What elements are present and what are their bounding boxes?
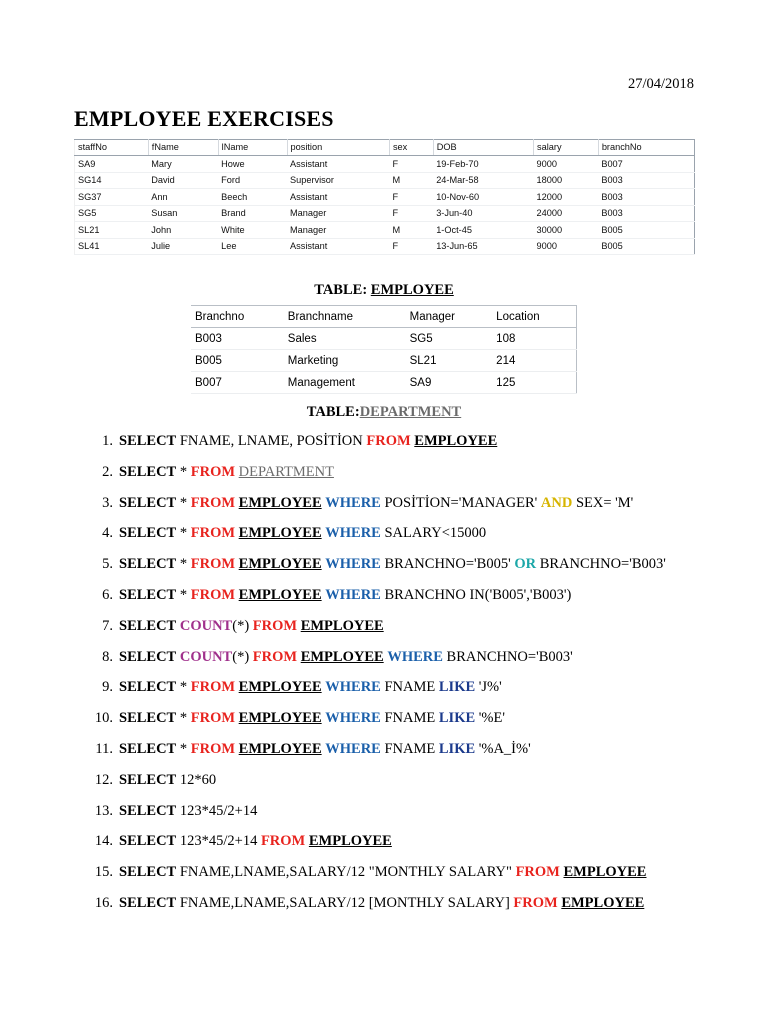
query-item [102,678,709,696]
employee-table-cell: 9000 [534,238,599,255]
query-number: 12. [94,771,113,788]
query-token: WHERE [325,679,381,696]
query-token: FNAME [380,679,439,696]
employee-table-cell: Supervisor [287,172,389,189]
employee-table-cell: Howe [218,156,287,173]
employee-table-cell: M [389,172,433,189]
query-token: SELECT [119,494,177,511]
employee-table-cell: Manager [287,222,389,239]
query-token: POSİTİON='MANAGER' [380,494,541,511]
query-item [94,894,709,912]
query-token: EMPLOYEE [238,586,322,603]
query-token: FROM [190,556,236,573]
employee-table-cell: F [389,189,433,206]
query-token: FNAME [380,740,439,757]
query-token: EMPLOYEE [238,710,322,727]
query-token: * [176,710,191,727]
employee-table-header-cell: branchNo [598,140,694,156]
employee-table-cell: B003 [598,172,694,189]
query-token: AND [540,494,573,511]
page-title: EMPLOYEE EXERCISES [74,106,334,131]
employee-table-cell: 24-Mar-58 [433,172,533,189]
employee-table-cell: SG37 [75,189,149,206]
employee-table-cell: Mary [148,156,218,173]
query-number: 3. [102,494,113,511]
employee-table-cell: 13-Jun-65 [433,238,533,255]
employee-table-cell: Manager [287,205,389,222]
query-token: WHERE [387,648,443,665]
query-token: * [176,463,191,480]
query-token: EMPLOYEE [414,433,498,449]
employee-caption-prefix: TABLE: [314,282,371,298]
department-table-cell: 125 [492,372,576,394]
employee-table [74,139,695,255]
query-number: 6. [102,586,113,603]
query-token: FROM [190,463,236,480]
query-item [94,832,709,850]
employee-table-header-cell: position [287,140,389,156]
query-item [102,586,709,604]
employee-table-caption [0,282,768,299]
query-token: WHERE [325,494,381,511]
query-token: FROM [252,648,298,665]
employee-table-cell: White [218,222,287,239]
department-table-header-cell: Branchno [191,306,284,328]
employee-table-cell: Ann [148,189,218,206]
query-token: LIKE [438,679,476,696]
employee-table-header-cell: DOB [433,140,533,156]
department-table-row [191,372,577,394]
query-token: BRANCHNO IN('B005','B003') [380,586,572,603]
query-token: FROM [190,679,236,696]
employee-table-cell: Assistant [287,156,389,173]
query-token: EMPLOYEE [563,864,647,881]
query-token: FROM [190,494,236,511]
query-token: BRANCHNO='B003' [536,556,666,573]
query-token: SALARY<15000 [380,525,487,542]
department-table-row [191,350,577,372]
employee-table-header-cell: sex [389,140,433,156]
query-token: SELECT [119,556,177,573]
employee-table-cell: Beech [218,189,287,206]
department-table-cell: SA9 [406,372,493,394]
employee-table-cell: 12000 [534,189,599,206]
department-table-header-cell: Location [492,306,576,328]
employee-table-header-cell: lName [218,140,287,156]
query-token: '%A_İ%' [475,740,531,757]
query-token: EMPLOYEE [238,679,322,696]
query-token: EMPLOYEE [300,617,384,634]
query-token: EMPLOYEE [300,648,384,665]
document-date: 27/04/2018 [627,76,694,92]
query-number: 5. [102,556,113,573]
employee-table-cell: Lee [218,238,287,255]
query-item [102,555,709,573]
employee-table-cell: M [389,222,433,239]
employee-table-cell: SL21 [75,222,149,239]
query-number: 2. [102,463,113,480]
employee-table-cell: 19-Feb-70 [433,156,533,173]
query-token: FNAME,LNAME,SALARY/12 "MONTHLY SALARY" [176,864,516,881]
employee-table-header-cell: staffNo [75,140,149,156]
query-item [94,802,709,820]
query-token: WHERE [325,740,381,757]
employee-table-cell: SA9 [75,156,149,173]
employee-table-cell: 9000 [534,156,599,173]
query-token: COUNT [179,648,233,665]
query-number: 1. [102,433,113,449]
department-caption-prefix: TABLE: [306,404,360,420]
query-token: * [176,494,191,511]
department-table-cell: SL21 [406,350,493,372]
query-number: 8. [102,648,113,665]
employee-table-cell: 18000 [534,172,599,189]
query-number: 15. [94,864,113,881]
query-token: SELECT [119,740,177,757]
query-token: EMPLOYEE [238,525,322,542]
query-token: EMPLOYEE [238,494,322,511]
employee-table-cell: SL41 [75,238,149,255]
employee-table-cell: SG5 [75,205,149,222]
query-token: FROM [190,586,236,603]
query-item [102,463,709,481]
query-token: FROM [366,433,411,449]
employee-table-cell: F [389,205,433,222]
query-item [94,709,709,727]
query-token: FNAME [380,710,439,727]
query-token: WHERE [325,556,381,573]
query-token: SELECT [119,648,177,665]
query-token: SELECT [119,463,177,480]
employee-table-cell: 1-Oct-45 [433,222,533,239]
query-token: SELECT [119,802,177,819]
employee-table-cell: David [148,172,218,189]
query-token: SELECT [119,864,177,881]
query-token: * [176,679,191,696]
query-token: SELECT [119,894,177,911]
query-token: FNAME, LNAME, POSİTİON [176,433,367,449]
employee-table-row [75,238,695,255]
query-token: FROM [190,710,236,727]
query-number: 7. [102,617,113,634]
query-number: 9. [102,679,113,696]
query-token: * [176,586,191,603]
query-token: FROM [260,833,306,850]
employee-table-row [75,205,695,222]
employee-table-row [75,156,695,173]
query-number: 16. [94,894,113,911]
query-item [102,524,709,542]
query-token: WHERE [325,525,381,542]
query-token: SELECT [119,433,177,449]
query-number: 13. [94,802,113,819]
query-item [102,494,709,512]
query-token: EMPLOYEE [238,740,322,757]
query-token: FROM [190,525,236,542]
query-token: EMPLOYEE [238,556,322,573]
department-table-cell: Sales [284,328,406,350]
query-token: 123*45/2+14 [176,802,258,819]
query-token: LIKE [438,740,476,757]
query-token: * [176,525,191,542]
employee-table-row [75,222,695,239]
department-table-cell: B007 [191,372,284,394]
employee-table-cell: Brand [218,205,287,222]
department-table-header-row [191,306,577,328]
employee-table-cell: 10-Nov-60 [433,189,533,206]
department-table-cell: B005 [191,350,284,372]
query-token: FNAME,LNAME,SALARY/12 [MONTHLY SALARY] [176,894,514,911]
query-item [102,617,709,635]
query-token: SELECT [119,586,177,603]
query-item [102,648,709,666]
query-token: FROM [190,740,236,757]
query-token: (*) [232,648,253,665]
query-token: OR [514,556,537,573]
query-token: 'J%' [475,679,502,696]
query-token: SELECT [119,679,177,696]
employee-table-cell: Assistant [287,189,389,206]
department-table-cell: SG5 [406,328,493,350]
query-token: DEPARTMENT [238,463,334,480]
query-token: 123*45/2+14 [176,833,261,850]
employee-table-header-cell: salary [534,140,599,156]
query-token: SELECT [119,525,177,542]
employee-table-cell: 3-Jun-40 [433,205,533,222]
query-token: EMPLOYEE [561,894,645,911]
query-number: 4. [102,525,113,542]
employee-table-cell: SG14 [75,172,149,189]
query-token: COUNT [179,617,233,634]
query-item [94,771,709,789]
query-number: 10. [94,710,113,727]
query-token: WHERE [325,586,381,603]
employee-table-cell: B005 [598,222,694,239]
employee-table-cell: Susan [148,205,218,222]
query-number: 11. [95,740,113,757]
department-table-cell: B003 [191,328,284,350]
employee-table-cell: 24000 [534,205,599,222]
employee-table-row [75,172,695,189]
query-token: '%E' [475,710,505,727]
employee-table-cell: F [389,238,433,255]
query-token: SEX= 'M' [572,494,634,511]
query-token: BRANCHNO='B003' [442,648,573,665]
department-table-caption [0,404,768,421]
query-token: SELECT [119,833,177,850]
department-caption-name: DEPARTMENT [359,404,462,420]
employee-table-cell: B003 [598,189,694,206]
department-table-row [191,328,577,350]
employee-table-cell: B005 [598,238,694,255]
query-token: FROM [515,864,560,881]
employee-table-row [75,189,695,206]
query-token: * [176,740,191,757]
department-table-header-cell: Branchname [284,306,406,328]
query-token: SELECT [119,710,177,727]
query-token: SELECT [119,617,177,634]
employee-table-header-row [75,140,695,156]
query-token: WHERE [325,710,381,727]
department-table-body [191,328,577,394]
query-token: SELECT [119,771,177,788]
query-token: BRANCHNO='B005' [380,556,515,573]
department-table-header-cell: Manager [406,306,493,328]
employee-table-cell: B003 [598,205,694,222]
employee-caption-name: EMPLOYEE [370,282,454,298]
employee-table-cell: Ford [218,172,287,189]
department-table [191,305,577,394]
query-token: FROM [252,617,298,634]
query-item [102,432,709,450]
query-token: FROM [513,894,558,911]
department-table-cell: Marketing [284,350,406,372]
department-table-cell: 108 [492,328,576,350]
department-table-cell: 214 [492,350,576,372]
query-token: 12*60 [176,771,217,788]
employee-table-body [75,156,695,255]
employee-table-cell: B007 [598,156,694,173]
employee-table-cell: Julie [148,238,218,255]
department-table-cell: Management [284,372,406,394]
query-token: LIKE [438,710,476,727]
query-item [94,863,709,881]
query-token: EMPLOYEE [308,833,392,850]
employee-table-cell: F [389,156,433,173]
employee-table-header-cell: fName [148,140,218,156]
employee-table-cell: 30000 [534,222,599,239]
query-number: 14. [94,833,113,850]
query-list [0,432,709,925]
employee-table-cell: John [148,222,218,239]
employee-table-cell: Assistant [287,238,389,255]
query-item [95,740,709,758]
query-token: * [176,556,191,573]
query-token: (*) [232,617,253,634]
